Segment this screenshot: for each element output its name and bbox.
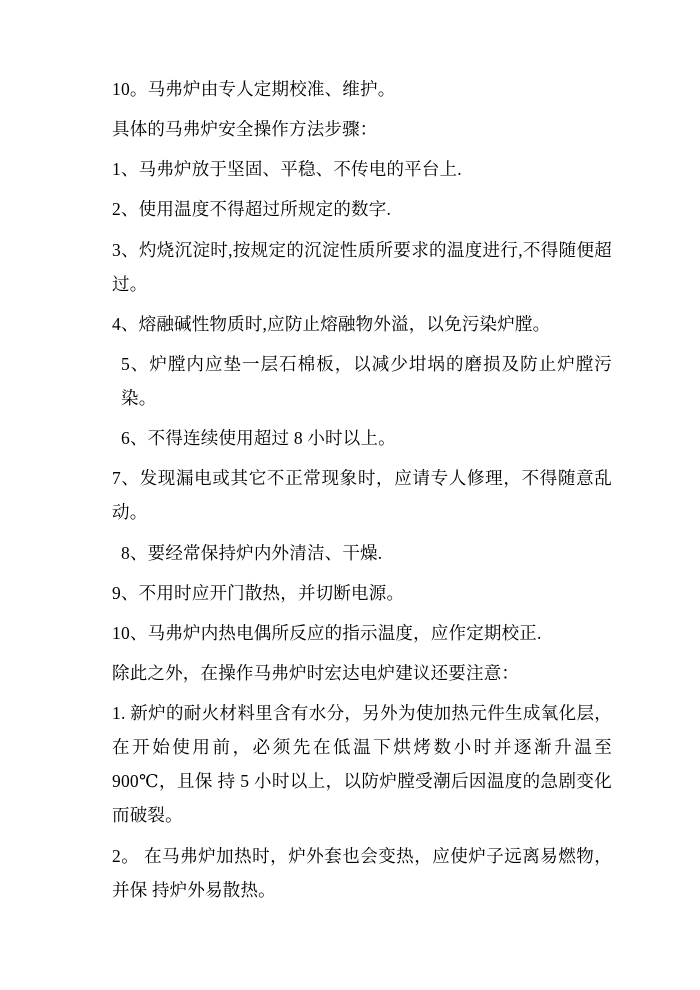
paragraph: 具体的马弗炉安全操作方法步骤： [112, 119, 378, 140]
paragraph: 9、不用时应开门散热，并切断电源。 [112, 582, 405, 603]
paragraph: 除此之外，在操作马弗炉时宏达电炉建议还要注意： [112, 662, 520, 683]
paragraph: 6、不得连续使用超过 8 小时以上。 [121, 428, 396, 449]
paragraph: 2。 在马弗炉加热时，炉外套也会变热，应使炉子远离易燃物，并保 持炉外易散热。 [112, 845, 612, 900]
paragraph: 10、马弗炉内热电偶所反应的指示温度，应作定期校正. [112, 622, 542, 643]
paragraph: 2、使用温度不得超过所规定的数字. [112, 199, 392, 220]
document-body [112, 72, 612, 907]
paragraph: 5、炉膛内应垫一层石棉板，以减少坩埚的磨损及防止炉膛污染。 [121, 353, 612, 408]
paragraph: 4、熔融碱性物质时,应防止熔融物外溢，以免污染炉膛。 [112, 313, 551, 334]
paragraph: 1、马弗炉放于坚固、平稳、不传电的平台上. [112, 159, 462, 180]
paragraph: 3、灼烧沉淀时,按规定的沉淀性质所要求的温度进行,不得随便超过。 [112, 239, 612, 294]
paragraph: 1. 新炉的耐火材料里含有水分，另外为使加热元件生成氧化层，在开始使用前，必须先在低温下烘烤数小时并逐渐升温至900℃，且保 持 5 小时以上，以防炉膛受潮后因温度的急剧变化而破裂。 [112, 703, 612, 826]
paragraph: 8、要经常保持炉内外清洁、干燥. [121, 542, 383, 563]
paragraph: 7、发现漏电或其它不正常现象时，应请专人修理，不得随意乱动。 [112, 468, 612, 523]
paragraph: 10。马弗炉由专人定期校准、维护。 [112, 79, 396, 99]
